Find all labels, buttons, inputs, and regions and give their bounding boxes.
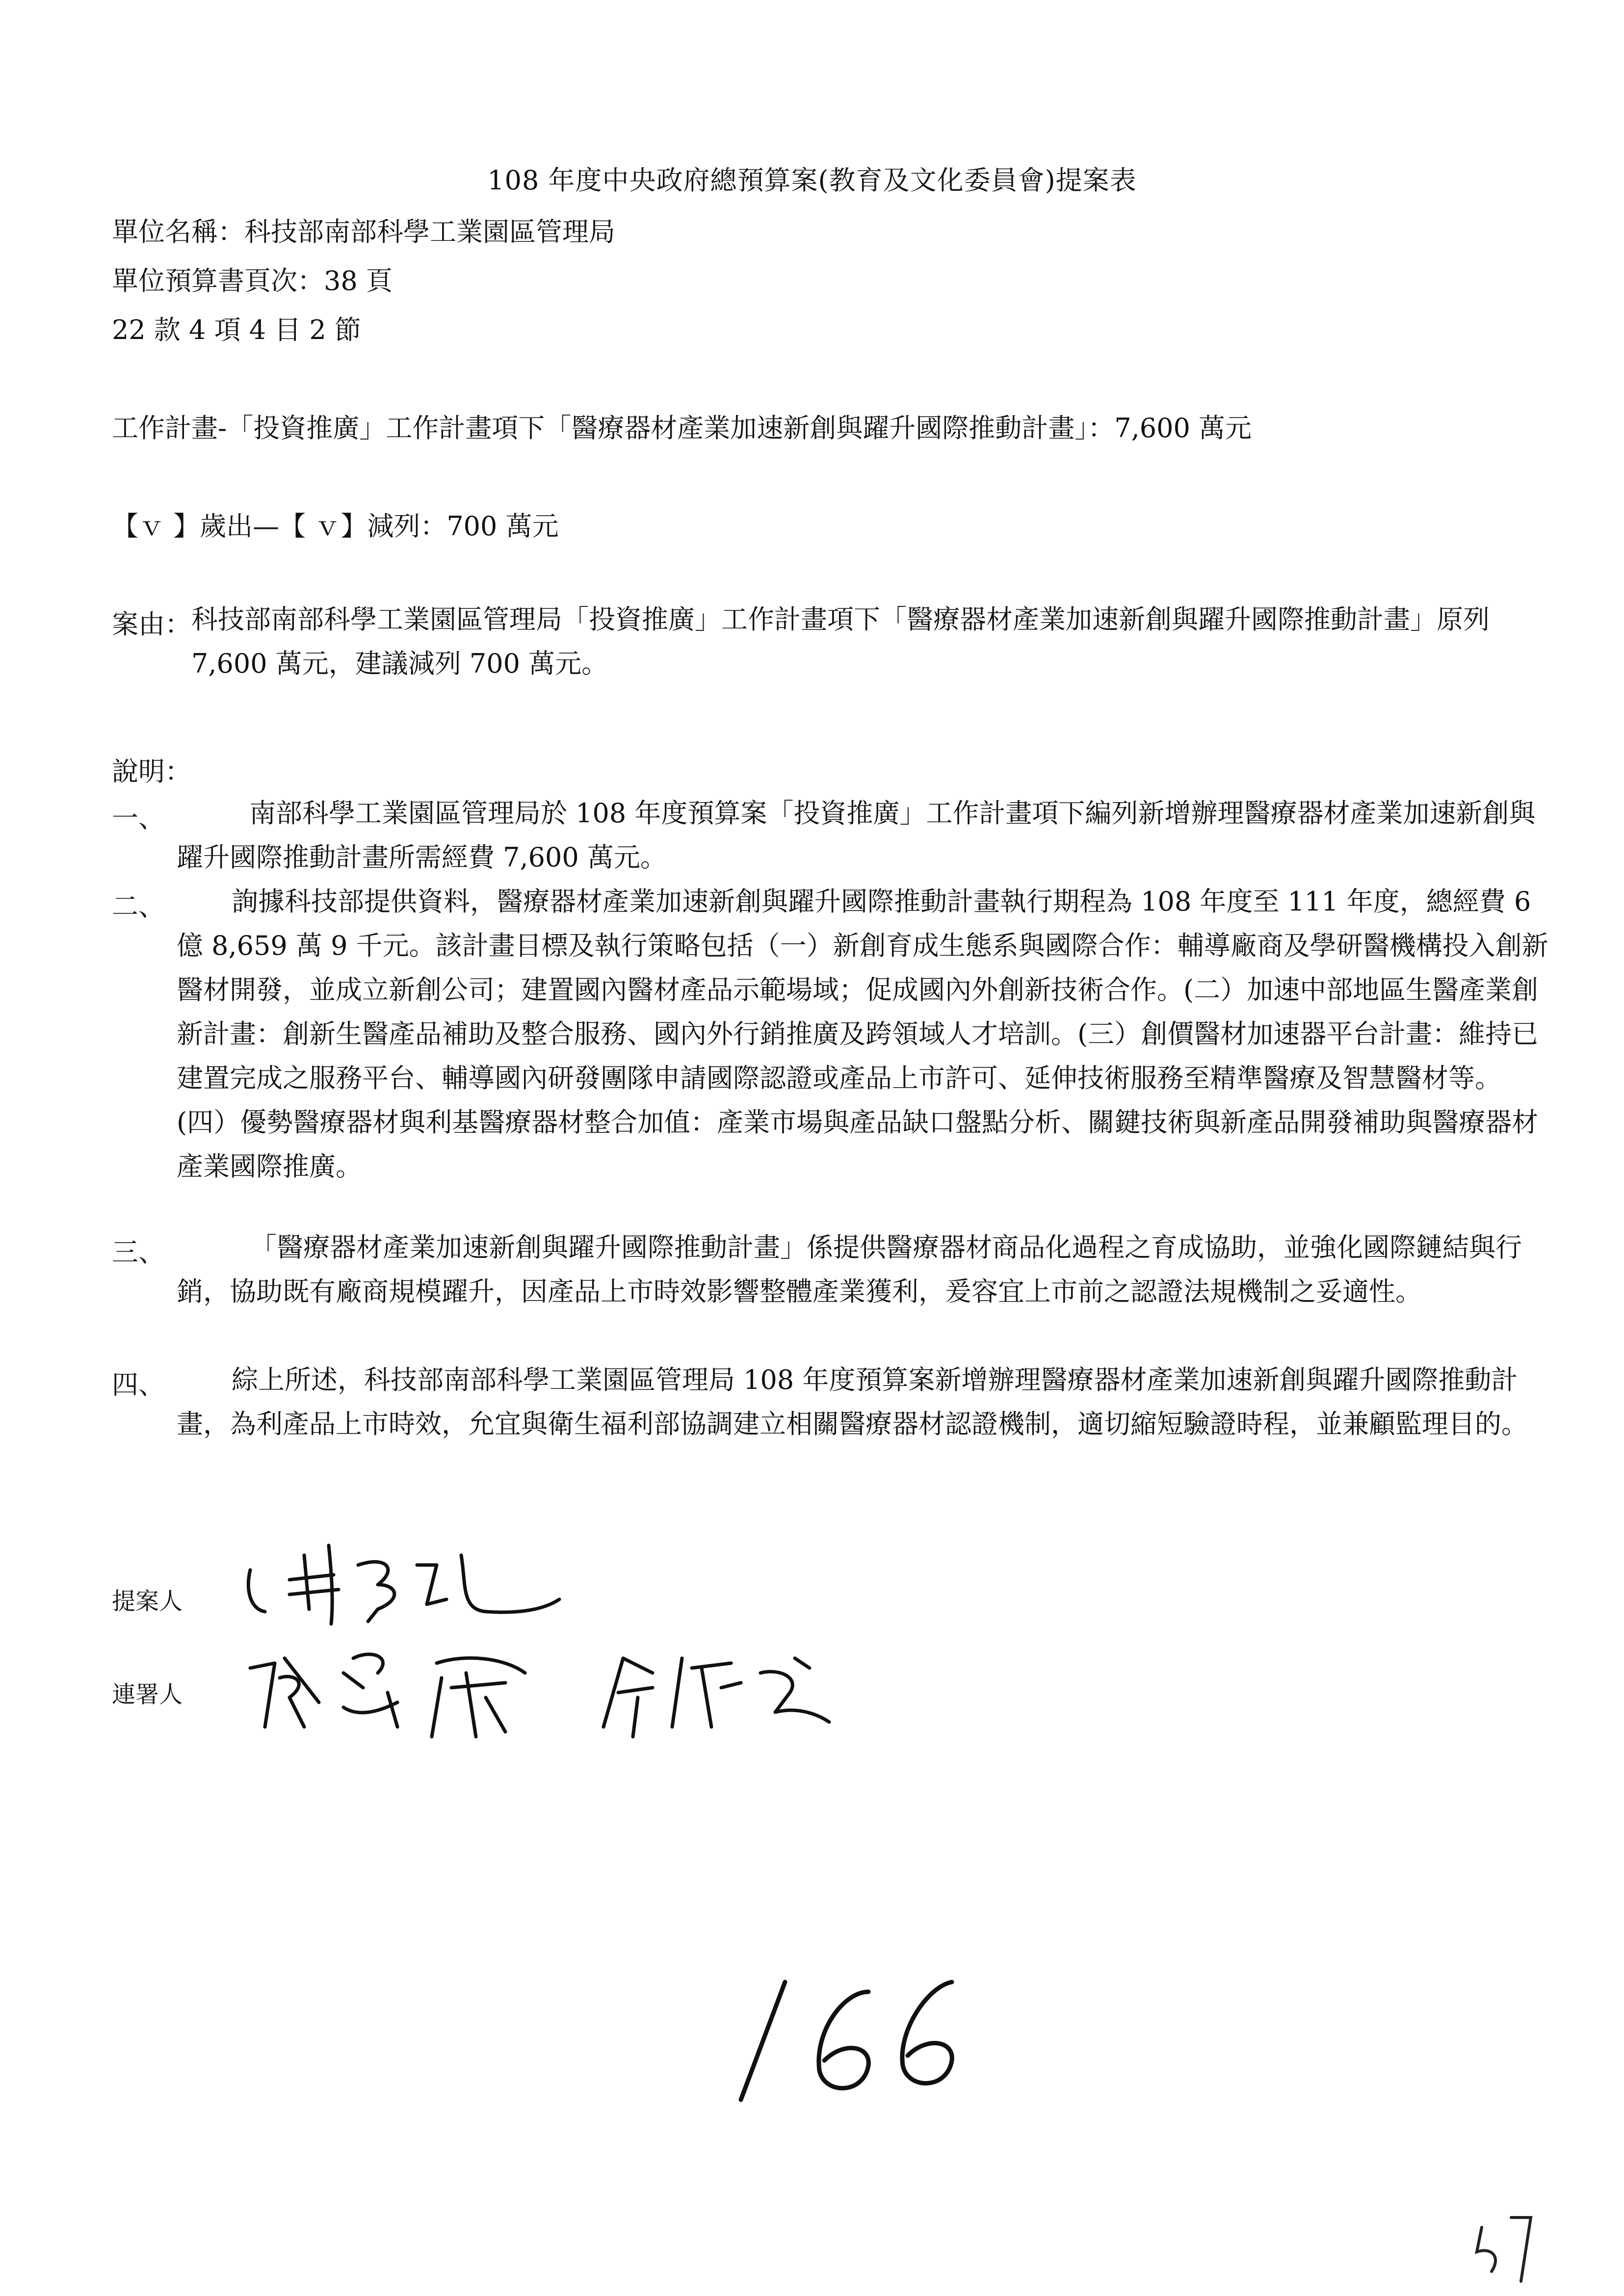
- proposer-label: 提案人: [112, 1588, 183, 1615]
- document-title: 108 年度中央政府總預算案(教育及文化委員會)提案表: [487, 165, 1137, 196]
- proposer-signature: [231, 1526, 574, 1639]
- item-number-1: 一、: [112, 803, 165, 834]
- unit-name: 單位名稱：科技部南部科學工業園區管理局: [112, 216, 615, 247]
- item-number-2: 二、: [112, 891, 165, 922]
- action-line: 【ｖ 】歲出—【 ｖ】減列：700 萬元: [112, 511, 559, 542]
- explanation-label: 說明：: [112, 756, 191, 787]
- item-code: 22 款 4 項 4 目 2 節: [112, 314, 361, 345]
- item-number-4: 四、: [112, 1369, 165, 1400]
- cosigner-signatures: [231, 1629, 893, 1756]
- cosigner-label: 連署人: [112, 1681, 183, 1708]
- item-text-4: 綜上所述，科技部南部科學工業園區管理局 108 年度預算案新增辦理醫療器材產業加速新創與躍升國際推動計畫，為利產品上市時效，允宜與衛生福利部協調建立相關醫療器材認證機制，適切縮短驗證時程，並兼顧監理目的。: [177, 1364, 1528, 1439]
- work-plan: 工作計畫-「投資推廣」工作計畫項下「醫療器材產業加速新創與躍升國際推動計畫」：7,600 萬元: [112, 413, 1252, 444]
- budget-page: 單位預算書頁次：38 頁: [112, 265, 393, 296]
- handwritten-page-number: [707, 1962, 981, 2110]
- corner-handwritten-note: [1462, 2203, 1560, 2286]
- item-number-3: 三、: [112, 1237, 165, 1268]
- item-text-1: 南部科學工業園區管理局於 108 年度預算案「投資推廣」工作計畫項下編列新增辦理醫療器材產業加速新創與躍升國際推動計畫所需經費 7,600 萬元。: [177, 798, 1536, 873]
- reason-label: 案由：: [112, 609, 191, 640]
- reason-text: 科技部南部科學工業園區管理局「投資推廣」工作計畫項下「醫療器材產業加速新創與躍升國際推動計畫」原列 7,600 萬元，建議減列 700 萬元。: [191, 604, 1490, 679]
- item-text-3: 「醫療器材產業加速新創與躍升國際推動計畫」係提供醫療器材商品化過程之育成協助，並強化國際鏈結與行銷，協助既有廠商規模躍升，因產品上市時效影響整體產業獲利，爰容宜上市前之認證法規機制之妥適性。: [177, 1232, 1522, 1307]
- item-text-2: 詢據科技部提供資料，醫療器材產業加速新創與躍升國際推動計畫執行期程為 108 年度至 111 年度，總經費 6 億 8,659 萬 9 千元。該計畫目標及執行策略包括（一）新創育成生態系與國際合作：輔導廠商及學研醫機構投入創新醫材開發，並成立新創公司；建置國內醫材產品示範場域；促成國內外創新技術合作。(二）加速中部地區生醫產業創新計畫：創新生醫產品補助及整合服務、國內外行銷推廣及跨領域人才培訓。(三）創價醫材加速器平台計畫：維持已建置完成之服務平台、輔導國內研發團隊申請國際認證或產品上市許可、延伸技術服務至精準醫療及智慧醫材等。(四）優勢醫療器材與利基醫療器材整合加值：產業市場與產品缺口盤點分析、關鍵技術與新產品開發補助與醫療器材產業國際推廣。: [177, 886, 1548, 1182]
